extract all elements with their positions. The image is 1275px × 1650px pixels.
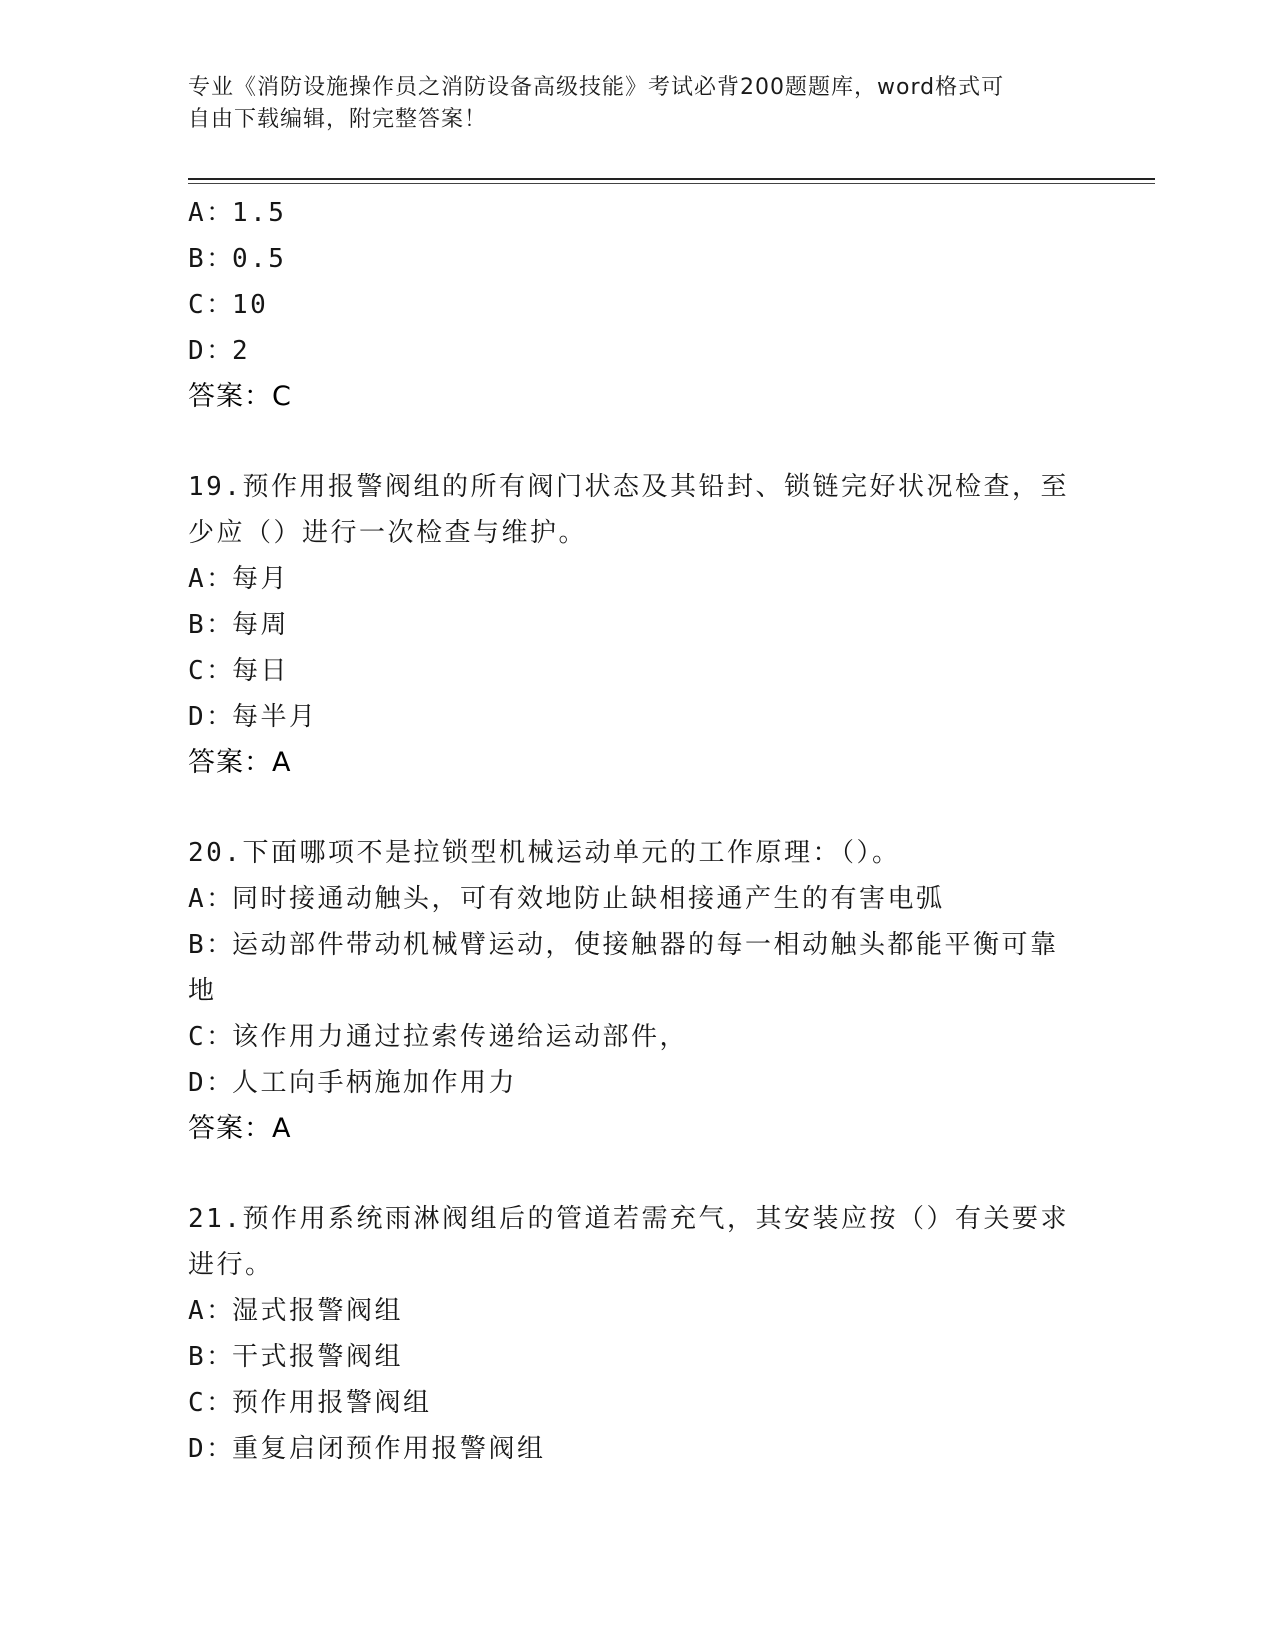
option-b-cont: 地 [188,976,217,1006]
question-stem-cont: 进行。 [188,1250,274,1280]
question-stem: 21.预作用系统雨淋阀组后的管道若需充气，其安装应按（）有关要求 [188,1204,1069,1234]
option-label: B： [188,244,235,274]
option-text: 重复启闭预作用报警阀组 [232,1434,546,1464]
option-label: A： [188,884,235,914]
option-d [188,328,1088,374]
option-a [188,876,1088,922]
option-label: D： [188,702,235,732]
option-b [188,922,1088,968]
question-19 [188,464,1088,786]
spacer [188,1152,1088,1196]
option-d [188,694,1088,740]
option-b [188,1334,1088,1380]
header-line-1: 专业《消防设施操作员之消防设备高级技能》考试必背200题题库，word格式可 [188,75,1005,100]
option-label: A： [188,564,235,594]
option-label: D： [188,336,235,366]
option-text: 该作用力通过拉索传递给运动部件， [232,1022,689,1052]
question-20 [188,830,1088,1152]
option-label: B： [188,610,235,640]
option-b [188,602,1088,648]
spacer [188,420,1088,464]
option-label: C： [188,1022,235,1052]
answer: 答案：A [188,1113,292,1144]
option-b [188,236,1088,282]
option-text: 干式报警阀组 [232,1342,404,1372]
option-text: 预作用报警阀组 [232,1388,432,1418]
answer: 答案：A [188,747,292,778]
option-d [188,1426,1088,1472]
header-divider [188,178,1155,180]
option-text: 每日 [232,656,290,686]
option-text: 2 [232,336,251,366]
option-text: 每半月 [232,702,318,732]
header-divider-thin [188,183,1155,184]
question-stem-cont: 少应（）进行一次检查与维护。 [188,518,588,548]
question-list [188,190,1088,1472]
question-stem: 19.预作用报警阀组的所有阀门状态及其铅封、锁链完好状况检查，至 [188,472,1069,502]
option-a [188,190,1088,236]
option-a [188,556,1088,602]
option-label: A： [188,1296,235,1326]
option-c [188,1380,1088,1426]
option-label: C： [188,290,235,320]
option-label: D： [188,1434,235,1464]
option-text: 每月 [232,564,290,594]
answer: 答案：C [188,381,292,412]
option-a [188,1288,1088,1334]
document-header [188,72,1068,136]
option-d [188,1060,1088,1106]
option-c [188,1014,1088,1060]
option-c [188,648,1088,694]
spacer [188,786,1088,830]
option-label: B： [188,930,235,960]
question-stem: 20.下面哪项不是拉锁型机械运动单元的工作原理：（）。 [188,838,901,868]
option-text: 湿式报警阀组 [232,1296,404,1326]
option-c [188,282,1088,328]
option-label: C： [188,656,235,686]
option-text: 人工向手柄施加作用力 [232,1068,518,1098]
option-label: A： [188,198,235,228]
option-text: 1.5 [232,198,287,228]
option-text: 同时接通动触头，可有效地防止缺相接通产生的有害电弧 [232,884,945,914]
option-text: 0.5 [232,244,287,274]
question-21 [188,1196,1088,1472]
option-text: 运动部件带动机械臂运动，使接触器的每一相动触头都能平衡可靠 [232,930,1059,960]
question-18 [188,190,1088,420]
option-label: B： [188,1342,235,1372]
header-line-2: 自由下载编辑，附完整答案！ [188,107,488,132]
option-label: D： [188,1068,235,1098]
option-text: 每周 [232,610,290,640]
option-label: C： [188,1388,235,1418]
option-text: 10 [232,290,269,320]
